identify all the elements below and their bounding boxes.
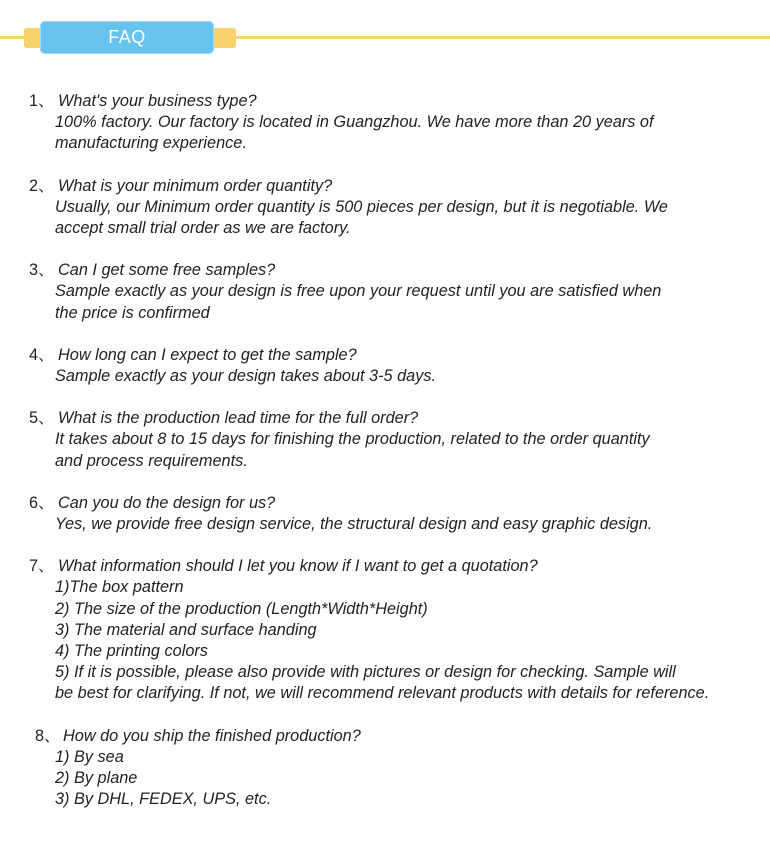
faq-list xyxy=(0,91,770,831)
faq-number: 6、 xyxy=(29,493,55,512)
faq-item xyxy=(0,176,770,240)
faq-number: 2、 xyxy=(29,176,55,195)
faq-item xyxy=(0,260,770,324)
faq-question xyxy=(0,345,770,366)
faq-answer-line: accept small trial order as we are factory. xyxy=(55,219,351,238)
faq-answer-line: 1)The box pattern xyxy=(55,578,184,597)
faq-answer-line: 1) By sea xyxy=(55,747,124,766)
faq-answer-line: 5) If it is possible, please also provide with pictures or design for checking. Sample will xyxy=(55,663,676,682)
faq-answer-line: the price is confirmed xyxy=(55,303,210,322)
faq-question xyxy=(0,408,770,429)
faq-question-text: Can you do the design for us? xyxy=(58,493,276,512)
faq-answer-line: It takes about 8 to 15 days for finishing the production, related to the order quantity xyxy=(55,430,650,449)
faq-question xyxy=(0,260,770,281)
faq-answer-line: 3) The material and surface handing xyxy=(55,620,317,639)
faq-item xyxy=(0,493,770,535)
faq-answer xyxy=(0,366,770,387)
page-title: FAQ xyxy=(108,27,146,47)
faq-question-text: Can I get some free samples? xyxy=(58,261,276,280)
faq-item xyxy=(0,726,770,811)
faq-answer-line: 2) The size of the production (Length*Width*Height) xyxy=(55,599,428,618)
faq-answer-line: 4) The printing colors xyxy=(55,642,208,661)
faq-question xyxy=(0,91,770,112)
faq-answer-line: 2) By plane xyxy=(55,769,138,788)
faq-question-text: How long can I expect to get the sample? xyxy=(58,345,357,364)
faq-answer xyxy=(0,112,770,154)
faq-number: 7、 xyxy=(29,557,55,576)
faq-answer-line: 3) By DHL, FEDEX, UPS, etc. xyxy=(55,790,272,809)
faq-answer xyxy=(0,747,770,811)
faq-answer-line: Sample exactly as your design takes about 3-5 days. xyxy=(55,367,437,386)
faq-answer-line: Usually, our Minimum order quantity is 500 pieces per design, but it is negotiable. We xyxy=(55,197,668,216)
faq-question-text: What's your business type? xyxy=(58,92,257,110)
faq-number: 4、 xyxy=(29,345,55,364)
faq-header xyxy=(0,18,770,60)
faq-number: 5、 xyxy=(29,409,55,428)
faq-answer xyxy=(0,197,770,239)
faq-question-text: How do you ship the finished production? xyxy=(63,726,361,745)
faq-answer-line: 100% factory. Our factory is located in Guangzhou. We have more than 20 years of xyxy=(55,113,654,132)
faq-item xyxy=(0,556,770,704)
faq-number: 3、 xyxy=(29,261,55,280)
faq-answer-line: and process requirements. xyxy=(55,451,248,470)
faq-answer-line: Yes, we provide free design service, the structural design and easy graphic design. xyxy=(55,515,653,534)
faq-item xyxy=(0,345,770,387)
faq-answer xyxy=(0,281,770,323)
faq-answer xyxy=(0,514,770,535)
faq-question xyxy=(0,556,770,577)
faq-question xyxy=(0,176,770,197)
faq-answer xyxy=(0,429,770,471)
faq-answer-line: Sample exactly as your design is free upon your request until you are satisfied when xyxy=(55,282,662,301)
header-tab xyxy=(40,21,214,54)
faq-item xyxy=(0,91,770,155)
faq-answer xyxy=(0,577,770,704)
faq-question-text: What is your minimum order quantity? xyxy=(58,176,333,195)
faq-item xyxy=(0,408,770,472)
faq-answer-line: be best for clarifying. If not, we will recommend relevant products with details for reference. xyxy=(55,684,710,703)
faq-answer-line: manufacturing experience. xyxy=(55,134,247,153)
faq-question-text: What is the production lead time for the full order? xyxy=(58,409,419,428)
faq-question-text: What information should I let you know if I want to get a quotation? xyxy=(58,557,538,576)
faq-number: 1、 xyxy=(29,92,55,110)
faq-number: 8、 xyxy=(35,726,61,745)
faq-question xyxy=(0,726,770,747)
faq-question xyxy=(0,493,770,514)
